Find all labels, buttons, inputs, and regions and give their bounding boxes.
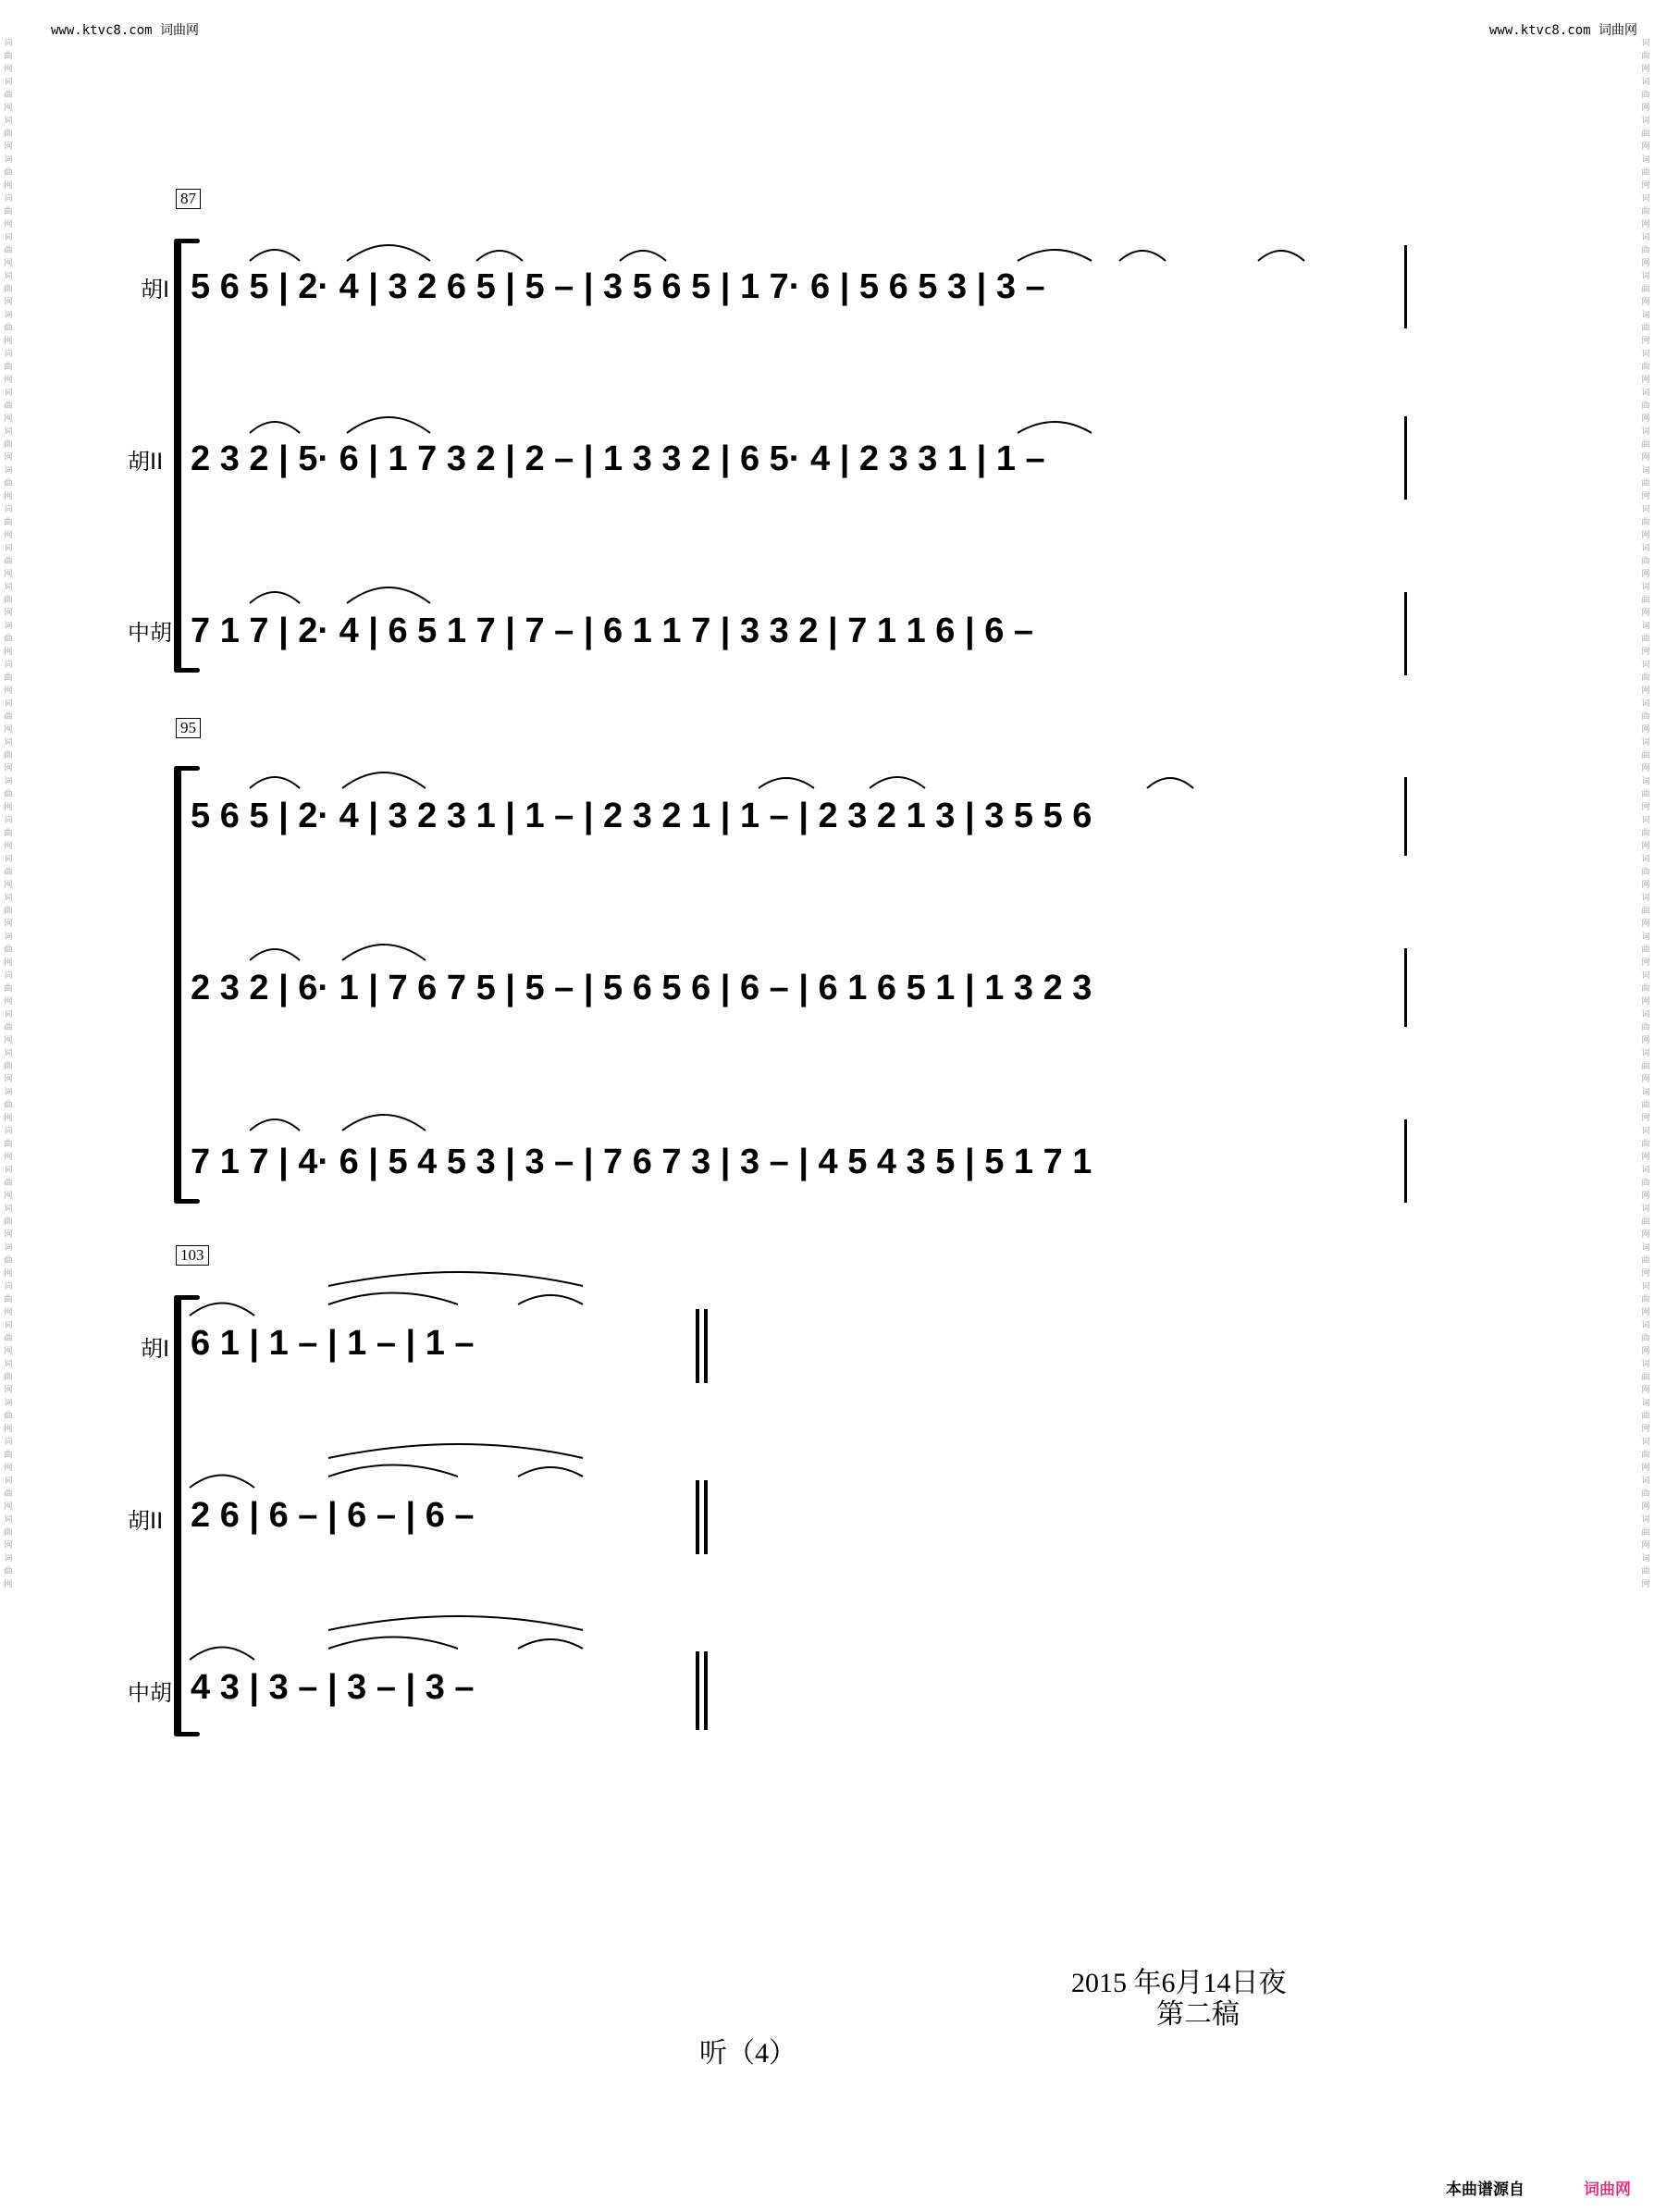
staff-notes: 7 1 7 | 2· 4 | 6 5 1 7 | 7 – | 6 1 1 7 | 3 3 2 | 7 1 1 6 | 6 –	[191, 612, 1034, 650]
staff-notes: 6 1 | 1 – | 1 – | 1 –	[191, 1324, 475, 1363]
instrument-label: 胡I	[141, 1336, 170, 1362]
footer-draft: 第二稿	[1156, 1999, 1240, 2030]
source-label: 本曲谱源自	[1446, 2181, 1524, 2199]
side-watermark-right: 词曲网词曲网词曲网词曲网词曲网词曲网词曲网词曲网词曲网词曲网词曲网词曲网词曲网词曲网词曲网词曲网词曲网词曲网词曲网词曲网词曲网词曲网词曲网词曲网词曲网词曲网词曲网词曲网词曲网词曲网词曲网词曲网词曲网词曲网词曲网词曲网词曲网词曲网词曲网词曲网	[1641, 39, 1650, 1589]
system-number: 103	[176, 1245, 209, 1266]
header-left: www.ktvc8.com 词曲网	[51, 23, 200, 38]
brand-logo: 词曲网	[1584, 2181, 1631, 2199]
side-watermark-left: 词曲网词曲网词曲网词曲网词曲网词曲网词曲网词曲网词曲网词曲网词曲网词曲网词曲网词曲网词曲网词曲网词曲网词曲网词曲网词曲网词曲网词曲网词曲网词曲网词曲网词曲网词曲网词曲网词曲网词曲网词曲网词曲网词曲网词曲网词曲网词曲网词曲网词曲网词曲网词曲网	[4, 39, 13, 1589]
staff-notes: 2 3 2 | 6· 1 | 7 6 7 5 | 5 – | 5 6 5 6 | 6 – | 6 1 6 5 1 | 1 3 2 3	[191, 969, 1092, 1007]
instrument-label: 中胡	[128, 620, 172, 646]
instrument-label: 中胡	[128, 1680, 172, 1706]
footer-date: 2015 年6月14日夜	[1071, 1968, 1287, 1998]
staff-notes: 2 3 2 | 5· 6 | 1 7 3 2 | 2 – | 1 3 3 2 | 6 5· 4 | 2 3 3 1 | 1 –	[191, 439, 1045, 478]
instrument-label: 胡II	[128, 1508, 164, 1534]
staff-notes: 5 6 5 | 2· 4 | 3 2 3 1 | 1 – | 2 3 2 1 | 1 – | 2 3 2 1 3 | 3 5 5 6	[191, 797, 1092, 835]
staff-notes: 5 6 5 | 2· 4 | 3 2 6 5 | 5 – | 3 5 6 5 | 1 7· 6 | 5 6 5 3 | 3 –	[191, 267, 1045, 306]
instrument-label: 胡I	[141, 277, 170, 303]
system-number: 87	[176, 189, 201, 209]
system-number: 95	[176, 718, 201, 738]
staff-notes: 2 6 | 6 – | 6 – | 6 –	[191, 1496, 475, 1535]
header-right: www.ktvc8.com 词曲网	[1488, 23, 1637, 38]
staff-notes: 7 1 7 | 4· 6 | 5 4 5 3 | 3 – | 7 6 7 3 | 3 – | 4 5 4 3 5 | 5 1 7 1	[191, 1143, 1092, 1181]
staff-notes: 4 3 | 3 – | 3 – | 3 –	[191, 1668, 475, 1707]
page-number: 听（4）	[699, 2038, 796, 2069]
instrument-label: 胡II	[128, 449, 164, 475]
